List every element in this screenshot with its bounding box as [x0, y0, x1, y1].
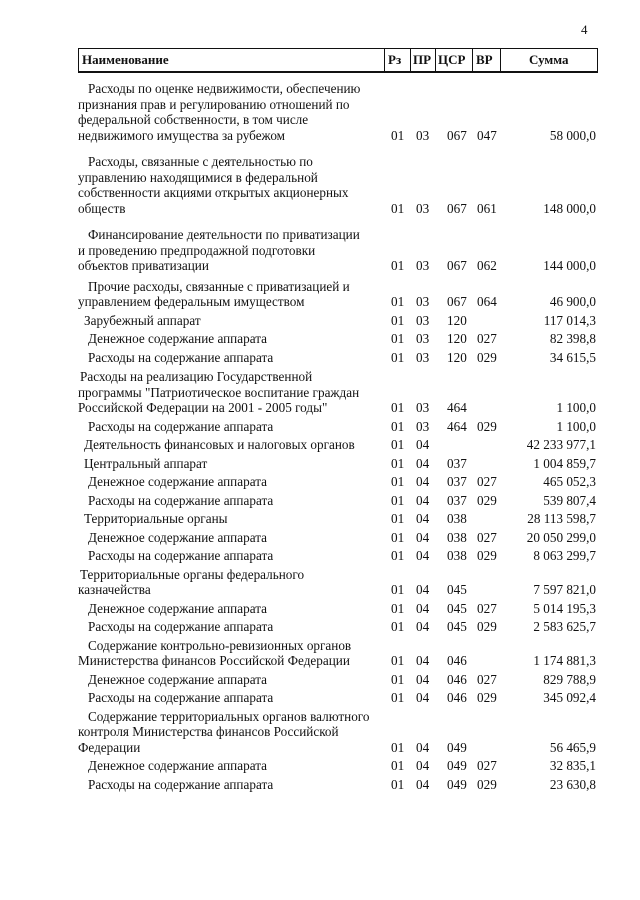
row-vr: 029 [477, 418, 497, 434]
table-row [78, 493, 598, 509]
column-divider [410, 49, 411, 71]
row-name [78, 279, 382, 310]
table-row [78, 331, 598, 347]
row-rz: 01 [391, 455, 405, 471]
row-vr: 064 [477, 294, 497, 309]
row-name-line: управлению находящимися в федеральной [78, 169, 318, 185]
table-row [78, 227, 598, 274]
row-rz: 01 [391, 258, 405, 273]
row-name-line: Расходы на реализацию Государственной [80, 369, 313, 384]
row-rz: 01 [391, 331, 405, 346]
header-pr: ПР [413, 52, 432, 67]
row-csr: 038 [447, 529, 467, 545]
table-row [78, 419, 598, 435]
row-csr: 037 [447, 455, 467, 471]
row-rz: 01 [391, 511, 405, 526]
row-name [78, 369, 382, 416]
row-vr: 027 [477, 758, 497, 773]
row-name-line: объектов приватизации [78, 258, 209, 273]
row-sum: 58 000,0 [549, 127, 596, 143]
row-csr: 067 [447, 127, 467, 143]
row-rz: 01 [391, 582, 405, 597]
table-row [78, 81, 598, 143]
table-row [78, 758, 598, 774]
row-pr: 04 [416, 548, 430, 563]
row-name-line: Расходы на содержание аппарата [88, 690, 274, 705]
row-name-line: Денежное содержание аппарата [88, 474, 267, 489]
row-name [78, 530, 382, 546]
row-sum: 42 233 977,1 [526, 437, 596, 452]
table-row [78, 530, 598, 546]
row-sum: 1 100,0 [556, 418, 596, 434]
row-name-line: программы "Патриотическое воспитание граждан [78, 384, 360, 400]
row-sum: 148 000,0 [543, 200, 596, 216]
row-pr: 04 [416, 739, 430, 755]
row-vr: 027 [477, 529, 497, 545]
row-csr: 049 [447, 739, 467, 755]
row-name-line: Расходы на содержание аппарата [88, 548, 274, 563]
row-name-line: Расходы, связанные с деятельностью по [88, 154, 313, 169]
table-row [78, 619, 598, 635]
column-divider [472, 49, 473, 71]
row-name [78, 227, 382, 274]
table-row [78, 456, 598, 472]
table-row [78, 601, 598, 617]
row-sum: 56 465,9 [549, 739, 596, 755]
row-rz: 01 [391, 474, 405, 489]
row-pr: 04 [416, 582, 430, 597]
row-name-line: контроля Министерства финансов Российской [78, 724, 339, 739]
row-vr: 027 [477, 671, 497, 687]
row-csr: 037 [447, 474, 467, 489]
row-name-line: Министерства финансов Российской Федерации [78, 653, 350, 668]
row-sum: 117 014,3 [543, 312, 596, 328]
row-name [78, 419, 382, 435]
row-sum: 34 615,5 [549, 349, 596, 365]
row-rz: 01 [391, 690, 405, 705]
row-pr: 03 [416, 331, 430, 346]
row-csr: 464 [447, 400, 467, 415]
row-name [78, 456, 382, 472]
row-rz: 01 [391, 653, 405, 668]
row-name [78, 350, 382, 366]
row-rz: 01 [391, 400, 405, 415]
row-csr: 067 [447, 200, 467, 216]
row-rz: 01 [391, 600, 405, 616]
row-name-line: федеральной собственности, в том числе [78, 112, 309, 127]
table-row [78, 369, 598, 416]
row-name-line: Содержание территориальных органов валютного [88, 708, 370, 724]
table-row [78, 690, 598, 706]
row-name [78, 437, 382, 453]
row-vr: 029 [477, 690, 497, 705]
row-name [78, 548, 382, 564]
row-sum: 82 398,8 [549, 331, 596, 346]
row-csr: 046 [447, 653, 467, 668]
row-rz: 01 [391, 418, 405, 434]
row-sum: 7 597 821,0 [533, 582, 596, 597]
row-rz: 01 [391, 492, 405, 508]
row-rz: 01 [391, 739, 405, 755]
row-name-line: Денежное содержание аппарата [88, 671, 267, 687]
table-row [78, 350, 598, 366]
row-csr: 464 [447, 418, 467, 434]
row-sum: 8 063 299,7 [533, 548, 596, 563]
row-sum: 5 014 195,3 [533, 600, 596, 616]
row-name [78, 638, 382, 669]
row-name-line: собственности акциями открытых акционерных [78, 185, 349, 200]
column-divider [500, 49, 501, 71]
row-name-line: Прочие расходы, связанные с приватизацией и [88, 278, 350, 294]
row-name [78, 619, 382, 635]
row-csr: 046 [447, 671, 467, 687]
row-rz: 01 [391, 127, 405, 143]
row-name [78, 601, 382, 617]
row-vr: 029 [477, 548, 497, 563]
row-pr: 04 [416, 671, 430, 687]
table-row [78, 511, 598, 527]
row-pr: 04 [416, 758, 430, 773]
row-name [78, 474, 382, 490]
row-rz: 01 [391, 294, 405, 309]
row-name-line: Центральный аппарат [84, 455, 208, 471]
row-sum: 46 900,0 [549, 294, 596, 309]
row-name-line: Расходы на содержание аппарата [88, 418, 274, 434]
row-name [78, 331, 382, 347]
row-sum: 345 092,4 [543, 690, 596, 705]
row-name-line: признания прав и регулированию отношений по [78, 96, 350, 112]
row-rz: 01 [391, 200, 405, 216]
row-pr: 04 [416, 529, 430, 545]
table-row [78, 437, 598, 453]
row-name-line: недвижимого имущества за рубежом [78, 127, 286, 143]
row-vr: 027 [477, 600, 497, 616]
row-csr: 049 [447, 758, 467, 773]
row-name-line: Финансирование деятельности по приватизации [88, 227, 360, 242]
row-pr: 03 [416, 258, 430, 273]
table-row [78, 154, 598, 216]
row-sum: 1 100,0 [556, 400, 596, 415]
row-pr: 03 [416, 200, 430, 216]
row-csr: 120 [447, 349, 467, 365]
row-csr: 045 [447, 600, 467, 616]
row-name-line: Содержание контрольно-ревизионных органов [88, 637, 352, 653]
row-name-line: и проведению предпродажной подготовки [78, 242, 316, 258]
row-rz: 01 [391, 529, 405, 545]
row-pr: 04 [416, 492, 430, 508]
row-csr: 038 [447, 548, 467, 563]
row-vr: 029 [477, 349, 497, 365]
row-csr: 038 [447, 511, 467, 526]
row-vr: 029 [477, 776, 497, 792]
table-row [78, 567, 598, 598]
table-row [78, 279, 598, 310]
row-name-line: казначейства [78, 582, 151, 597]
row-name-line: управлением федеральным имуществом [78, 294, 305, 309]
row-name [78, 777, 382, 793]
row-pr: 04 [416, 619, 430, 634]
row-pr: 04 [416, 690, 430, 705]
row-vr: 027 [477, 331, 497, 346]
row-vr: 029 [477, 492, 497, 508]
row-rz: 01 [391, 776, 405, 792]
row-rz: 01 [391, 312, 405, 328]
row-name-line: Зарубежный аппарат [84, 312, 201, 328]
row-csr: 120 [447, 331, 467, 346]
row-pr: 03 [416, 294, 430, 309]
row-name-line: Расходы на содержание аппарата [88, 776, 274, 792]
row-csr: 037 [447, 492, 467, 508]
header-csr: ЦСР [438, 52, 466, 67]
row-name-line: Денежное содержание аппарата [88, 529, 267, 545]
row-name-line: Российской Федерации на 2001 - 2005 годы" [78, 400, 328, 415]
row-pr: 03 [416, 400, 430, 415]
row-csr: 046 [447, 690, 467, 705]
table-header [78, 48, 598, 73]
row-pr: 04 [416, 776, 430, 792]
header-vr: ВР [476, 52, 493, 67]
row-name [78, 493, 382, 509]
header-name: Наименование [82, 52, 169, 67]
row-name-line: Денежное содержание аппарата [88, 600, 267, 616]
row-vr: 047 [477, 127, 497, 143]
table-row [78, 638, 598, 669]
budget-table [78, 48, 598, 792]
row-name [78, 313, 382, 329]
header-rz: Рз [388, 52, 402, 67]
row-pr: 03 [416, 127, 430, 143]
row-name [78, 567, 382, 598]
row-sum: 23 630,8 [549, 776, 596, 792]
row-rz: 01 [391, 548, 405, 563]
row-sum: 2 583 625,7 [533, 619, 596, 634]
row-pr: 04 [416, 474, 430, 489]
row-rz: 01 [391, 437, 405, 452]
row-vr: 061 [477, 200, 497, 216]
row-sum: 829 788,9 [543, 671, 596, 687]
row-csr: 045 [447, 582, 467, 597]
page-number: 4 [581, 22, 588, 37]
row-name-line: Денежное содержание аппарата [88, 758, 267, 773]
row-sum: 144 000,0 [543, 258, 596, 273]
row-name [78, 758, 382, 774]
row-name-line: обществ [78, 200, 126, 216]
row-pr: 03 [416, 312, 430, 328]
header-sum: Сумма [529, 52, 569, 67]
row-name-line: Расходы по оценке недвижимости, обеспечению [88, 81, 361, 96]
table-body [78, 81, 598, 792]
row-name-line: Расходы на содержание аппарата [88, 349, 274, 365]
row-csr: 045 [447, 619, 467, 634]
row-name-line: Денежное содержание аппарата [88, 331, 267, 346]
row-sum: 32 835,1 [549, 758, 596, 773]
row-sum: 28 113 598,7 [527, 511, 596, 526]
row-rz: 01 [391, 349, 405, 365]
row-name-line: Территориальные органы федерального [80, 566, 305, 582]
row-name [78, 709, 382, 756]
table-row [78, 548, 598, 564]
row-csr: 067 [447, 258, 467, 273]
row-name-line: Федерации [78, 739, 141, 755]
row-sum: 539 807,4 [543, 492, 596, 508]
row-name-line: Деятельность финансовых и налоговых органов [84, 437, 355, 452]
row-name [78, 81, 382, 143]
row-name [78, 511, 382, 527]
row-sum: 20 050 299,0 [526, 529, 596, 545]
table-row [78, 313, 598, 329]
row-csr: 120 [447, 312, 467, 328]
row-name [78, 690, 382, 706]
row-pr: 03 [416, 418, 430, 434]
row-csr: 049 [447, 776, 467, 792]
row-pr: 04 [416, 653, 430, 668]
row-vr: 029 [477, 619, 497, 634]
row-rz: 01 [391, 671, 405, 687]
row-sum: 465 052,3 [543, 474, 596, 489]
row-sum: 1 004 859,7 [533, 455, 596, 471]
column-divider [435, 49, 436, 71]
table-row [78, 709, 598, 756]
row-csr: 067 [447, 294, 467, 309]
row-pr: 04 [416, 455, 430, 471]
row-sum: 1 174 881,3 [533, 653, 596, 668]
table-row [78, 474, 598, 490]
row-pr: 04 [416, 437, 430, 452]
row-pr: 04 [416, 600, 430, 616]
row-rz: 01 [391, 758, 405, 773]
row-name-line: Территориальные органы [84, 511, 228, 526]
row-name [78, 154, 382, 216]
row-rz: 01 [391, 619, 405, 634]
row-name [78, 672, 382, 688]
row-name-line: Расходы на содержание аппарата [88, 492, 274, 508]
table-row [78, 672, 598, 688]
row-pr: 04 [416, 511, 430, 526]
table-row [78, 777, 598, 793]
column-divider [384, 49, 385, 71]
row-name-line: Расходы на содержание аппарата [88, 619, 274, 634]
row-vr: 062 [477, 258, 497, 273]
row-vr: 027 [477, 474, 497, 489]
row-pr: 03 [416, 349, 430, 365]
